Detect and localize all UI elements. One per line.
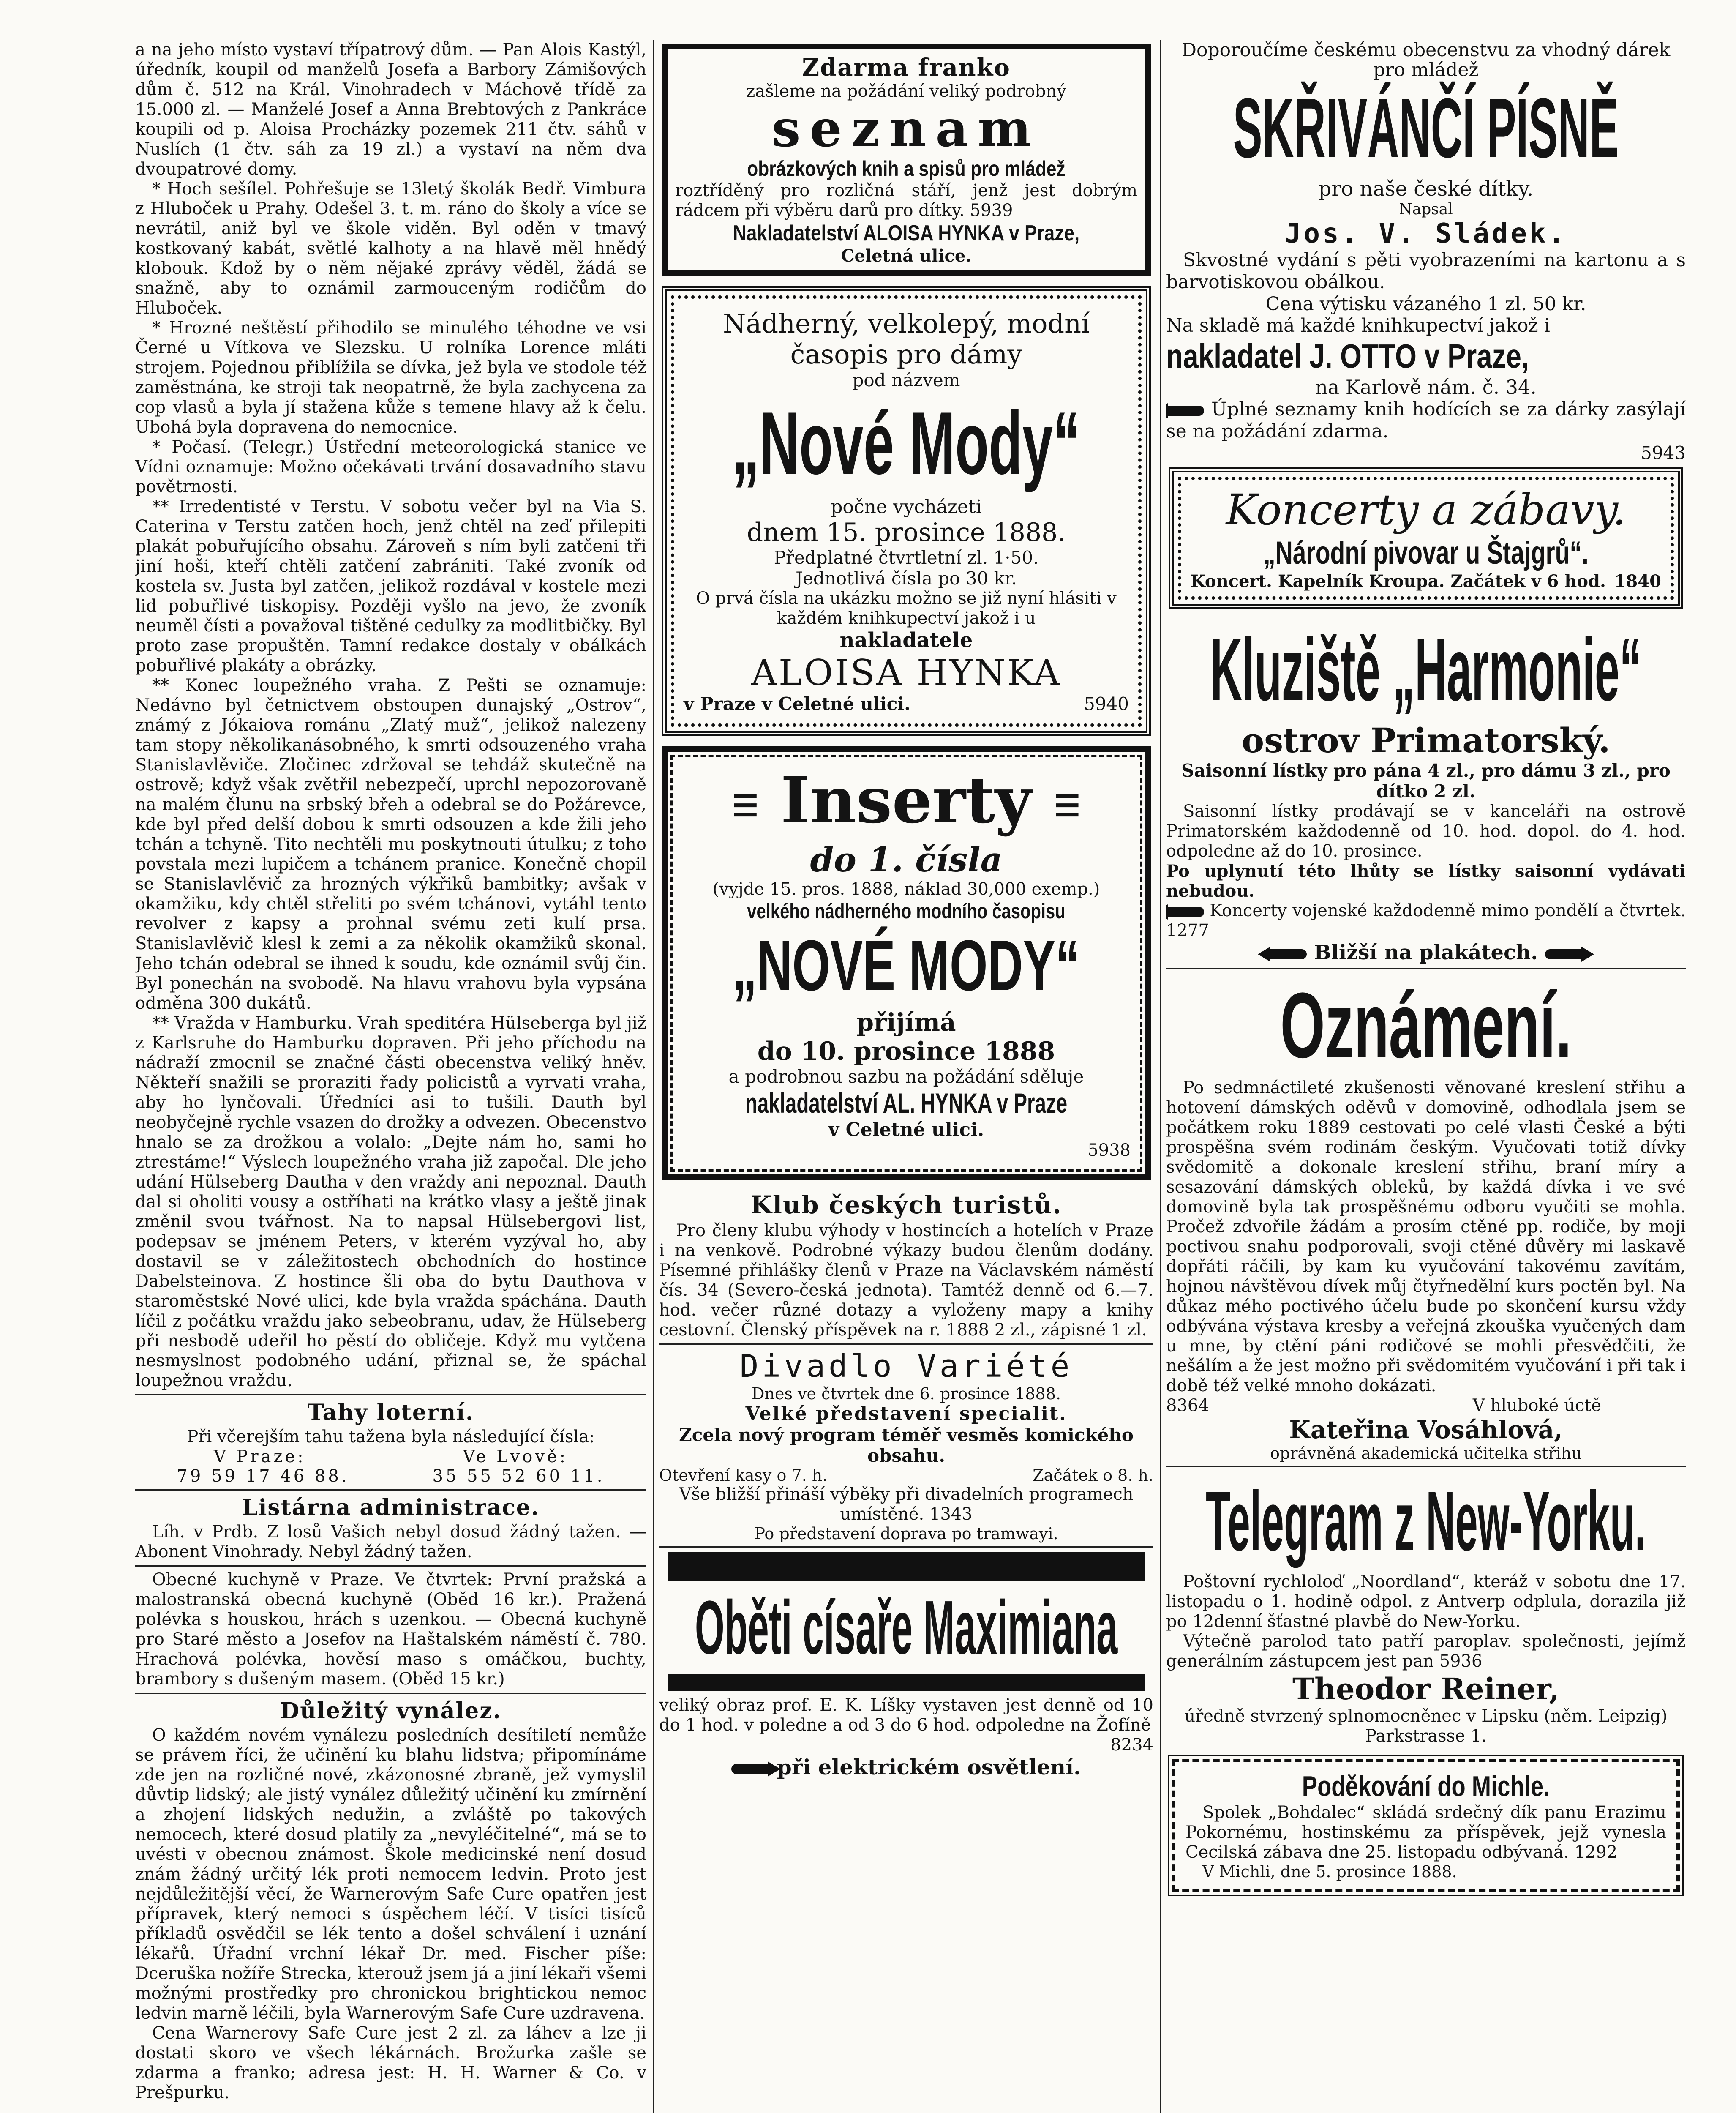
ad-date: do 10. prosince 1888	[757, 1037, 1055, 1067]
rec-line: Napsal	[1399, 201, 1453, 218]
ad-publisher: nakladatelství AL. HYNKA v Praze	[745, 1087, 1068, 1119]
variete-times	[659, 1466, 1153, 1485]
oznameni-title: Oznámení.	[1280, 973, 1572, 1077]
ad-magazine-title: „NOVÉ MODY“	[732, 925, 1080, 1006]
rec-line: Skvostné vydání s pěti vyobrazeními na kartonu a s barvotiskovou obálkou.	[1166, 249, 1686, 293]
ad-footer	[684, 693, 1129, 714]
oznameni-footer	[1166, 1396, 1686, 1415]
decor-bars-icon: ☰	[1054, 788, 1081, 824]
invention-title: Důležitý vynález.	[280, 1698, 501, 1724]
ad-concerts	[1169, 467, 1683, 609]
kluziste-more-text: Bližší na plakátech.	[1314, 941, 1538, 964]
divider	[135, 1489, 646, 1491]
club-title: Klub českých turistů.	[750, 1190, 1062, 1220]
divider	[659, 1546, 1153, 1548]
ad-number: 5940	[1084, 693, 1129, 714]
lottery-city: V Praze:	[213, 1447, 306, 1466]
kitchen-text: Obecné kuchyně v Praze. Ve čtvrtek: První pražská a malostranská obecná kuchyně (Oběd 16 kr.). Pražená polévka s houskou, hrách s uzenkou. — Obecná kuchyně pro Staré město a Josefov na Haštalském náměstí č. 780. Hrachová polévka, hověsí maso s omáčkou, buchty, brambory s dušeným masem. (Oběd 15 kr.)	[135, 1570, 646, 1689]
pointing-hand-icon	[1269, 949, 1307, 959]
rec-line: pro naše české dítky.	[1318, 177, 1534, 201]
ad-nove-mody	[662, 286, 1151, 736]
variete-title: Divadlo Variété	[739, 1348, 1073, 1385]
ad-place: v Praze v Celetné ulici.	[684, 693, 910, 714]
variete-line: Po představení doprava po tramwayi.	[754, 1524, 1058, 1543]
rec-line: Doporoučíme českému obecenstvu za vhodný dárek pro mládež	[1181, 40, 1671, 81]
kluziste-line	[1166, 901, 1686, 941]
admin-text: Líh. v Prdb. Z losů Vašich nebyl dosud žádný tažen. — Abonent Vinohrady. Nebyl žádný tažen.	[135, 1522, 646, 1562]
lottery-cities	[135, 1447, 646, 1466]
ad-line: pod názvem	[852, 370, 960, 390]
lottery-city: Ve Lvově:	[463, 1447, 568, 1466]
club-text: Pro členy klubu výhody v hostincích a hotelích v Praze i na venkově. Podrobné výkazy budou členům dodány. Písemné přihlášky členů v Praze na Václavském náměstí čís. 34 (Severo-česká jednota). Tamtéž denně od 6.—7. hod. večer různé dotazy a vyloženy mapy a knihy cestovní. Členský příspěvek na r. 1888 2 zl., zápisné 1 zl.	[659, 1221, 1153, 1340]
thanks-text-part: Spolek „Bohdalec“ skládá srdečný dík panu Erazimu Pokornému, hostinskému za příspěvek, jejž vynesla Cecilská zábava dne 25. listopadu odbývaná.	[1185, 1803, 1666, 1862]
oznameni-name: Kateřina Vosáhlová,	[1289, 1415, 1563, 1444]
ad-publisher: Nakladatelství ALOISA HYNKA v Praze,	[733, 221, 1080, 246]
ad-line: (vyjde 15. pros. 1888, náklad 30,000 exemp.)	[712, 879, 1100, 899]
ad-line: roztříděný pro rozličná stáří, jenž jest dobrým rádcem při výběru darů pro dítky. 5939	[675, 181, 1137, 220]
divider	[135, 1693, 646, 1694]
thanks-number: 1292	[1574, 1843, 1618, 1862]
telegram-line: úředně stvrzený splnomocněnec v Lipsku (něm. Leipzig) Parkstrasse 1.	[1184, 1706, 1668, 1746]
ad-price: Předplatné čtvrtletní zl. 1·50.	[774, 547, 1039, 568]
oznameni-role: oprávněná akademická učitelka střihu	[1270, 1444, 1582, 1463]
concert-venue: „Národní pivovar u Štajgrů“.	[1263, 535, 1589, 571]
ad-free-catalog	[662, 44, 1151, 276]
ad-title: Zdarma franko	[802, 54, 1011, 82]
ad-line: a podrobnou sazbu na požádání sděluje	[728, 1066, 1084, 1087]
ad-title-text: Inserty	[780, 763, 1032, 838]
lottery-number-set: 35 55 52 60 11.	[432, 1466, 605, 1486]
news-paragraph: ** Irredentisté v Terstu. V sobotu večer byl na Via S. Caterina v Terstu zatčen hoch, jenž chtěl na zeď přilepiti plakát pobuřujícího obsahu. Zároveň s ním byli zatčeni tři jiní hoši, kteří chtěli zatčení zabrániti. Také zvoník od kostela sv. Justa byl zatčen, jelikož rozdával v kostele mezi lid pobuřlivé tiskopisy. Později vyšlo na jevo, že zvoník neuměl čísti a považoval tištěné cedulky za modlitbičky. Byl proto zase propuštěn. Tamní redakce dostaly v obálkách pobuřlivé plakáty a obrázky.	[135, 497, 646, 675]
lottery-title: Tahy loterní.	[307, 1400, 474, 1425]
ad-magazine-title: „Nové Mody“	[732, 393, 1081, 493]
ad-note: O prvá čísla na ukázku možno se již nyní hlásiti v každém knihkupectví jakož i u	[696, 589, 1117, 628]
invention-tail: Cena Warnerovy Safe Cure jest 2 zl. za láhev a lze ji dostati skoro ve všech lékárnách. Brožurka zašle se zdarma a franko; adresa jest: H. H. Warner & Co. v Prešpurku.	[135, 2023, 646, 2102]
ad-line: časopis pro dámy	[790, 339, 1022, 370]
kluziste-line-text: Koncerty vojenské každodenně mimo pondělí a čtvrtek.	[1210, 901, 1686, 920]
column-news	[135, 40, 646, 2113]
divider	[1166, 968, 1686, 969]
news-paragraph: ** Vražda v Hamburku. Vrah speditéra Hülseberga byl již z Karlsruhe do Hamburku dopraven. Při jeho příchodu na nádraží zmocnil se značné části obecenstva veliký hněv. Někteří snažili se proraziti řady policistů a vyrvati vraha, aby ho lynčovali. Úředníci asi to tušili. Dauth byl neobyčejně rychle vsazen do drožky a odvezen. Obecenstvo hnalo se za drožkou a volalo: „Dejte nám ho, sami ho ztrestáme!“ Výslech loupežného vraha již započal. Dle jeho udání Hülseberg Dautha v den vraždy ani nepoznal. Dauth dal si oholiti vousy a ostříhati na krátko vlasy a ještě jinak změnil svou tvářnost. Na to napsal Hülsebergovi list, podepsav se jménem Peters, v kterém vyzýval ho, aby dostavil se v záležitostech obchodních do hostince Dabelsteinova. Z hostince šli oba do bytu Dauthova v staroměstské Nové ulici, kde byla vražda spáchána. Dauth líčil z počátku vraždu jako sebeobranu, udav, že Hülseberg při nesbodě udeřil ho pěstí do obličeje. Když mu vytčena nesmyslnost podobného udání, přiznal se, že spáchal loupežnou vraždu.	[135, 1013, 646, 1390]
news-paragraph: * Počasí. (Telegr.) Ústřední meteorologická stanice ve Vídni oznamuje: Možno očekávati trvání dosavadního stavu povětrnosti.	[135, 437, 646, 497]
concert-number: 1840	[1614, 571, 1661, 591]
telegram-text	[1166, 1632, 1686, 1671]
column-rule-right	[1160, 40, 1161, 2113]
variete-line: Dnes ve čtvrtek dne 6. prosince 1888.	[752, 1384, 1061, 1403]
rec-price: Cena výtisku vázaného 1 zl. 50 kr.	[1265, 293, 1586, 315]
maximilian-text: veliký obraz prof. E. K. Líšky vystaven jest denně od 10 do 1 hod. v poledne a od 3 do 6 hod. odpoledne na Žofíně	[659, 1695, 1153, 1735]
variete-open: Otevření kasy o 7. h.	[659, 1466, 828, 1485]
kluziste-line: Po uplynutí této lhůty se lístky saisonní vydávati nebudou.	[1166, 861, 1686, 901]
decor-bars-icon: ☰	[732, 788, 759, 824]
divider	[659, 1343, 1153, 1345]
invention-text: O každém novém vynálezu posledních desítiletí nemůže se právem říci, že učinění ku blahu lidstva; připomínáme zde jen na rozličné nové, zkázonosné zbraně, jež vymyslil důvtip lidský; ale jistý vynález důležitý učinění ku zmírnění a zhojení lidských nedužin, a zvláště po takových nemocech, které dosud platily za „nevyléčitelné“, má se to uvésti v obecnou známost. Škole medicinské není dosud znám žádný určitý lék proti nemocem ledvin. Proto jest nejdůležitější věcí, že Warnerovým Safe Cure opatřen jest přípravek, který nemoci s úspěchem léčí. V tisíci tisíců příkladů osvědčil se lék tento a došel schválení i uznání lékařů. Úřadní vrchní lékař Dr. med. Fischer píše: Dceruška nožíře Strecka, kterouž jsem já a jiní lékaři všemi možnými prostředky pro chronickou brightickou nemoc ledvin marně léčili, byla Warnerovým Safe Cure uzdravena.	[135, 1725, 646, 2023]
divider	[135, 1565, 646, 1567]
divider	[1166, 1466, 1686, 1467]
divider	[135, 1394, 646, 1395]
pointing-hand-icon	[731, 1764, 769, 1774]
ad-price: Jednotlivá čísla po 30 kr.	[796, 568, 1017, 589]
ad-number: 5938	[1087, 1141, 1131, 1160]
variete-line: Velké představení specialit.	[745, 1403, 1067, 1425]
rec-author: Jos. V. Sládek.	[1285, 218, 1567, 249]
ad-publisher: ALOISA HYNKA	[751, 652, 1061, 693]
kluziste-title: Kluziště „Harmonie“	[1210, 620, 1642, 719]
ad-subtitle: do 1. čísla	[810, 840, 1003, 880]
telegram-title: Telegram z New-Yorku.	[1205, 1474, 1646, 1568]
ad-date: dnem 15. prosince 1888.	[747, 518, 1066, 547]
lottery-intro: Při včerejším tahu tažena byla následující čísla:	[187, 1427, 595, 1447]
decor-band	[668, 1552, 1145, 1581]
maximilian-light-text: při elektrickém osvětlení.	[777, 1755, 1081, 1780]
variete-line: Zcela nový program téměř vesměs komického obsahu.	[679, 1425, 1134, 1466]
ad-line: velkého nádherného modního časopisu	[747, 899, 1066, 923]
decor-band	[668, 1674, 1145, 1691]
admin-title: Listárna administrace.	[242, 1495, 540, 1521]
kluziste-line: Saisonní lístky prodávají se v kanceláři na ostrově Primatorském každodenně od 10. hod. dopol. do 4. hod. odpoledne až do 10. prosince.	[1166, 802, 1686, 861]
rec-line	[1166, 399, 1686, 442]
maximilian-light	[659, 1755, 1153, 1780]
maximilian-number: 8234	[1110, 1735, 1153, 1755]
lottery-numbers	[135, 1466, 646, 1486]
thanks-title: Poděkování do Michle.	[1302, 1770, 1550, 1802]
news-paragraph: * Hrozné neštěstí přihodilo se minulého téhodne ve vsi Černé u Vítkova ve Slezsku. U rolníka Lorence mláti strojem. Pojednou přiblížila se dívka, jež byla ve stodole též zaměstnána, ke stroji tak neopatrně, že byla zachycena za cop vlasů a byla jí stažena kůže s temene hlavy až k čelu. Ubohá byla dopravena do nemocnice.	[135, 318, 646, 437]
ad-line: obrázkových knih a spisů pro mládež	[747, 157, 1066, 180]
telegram-text-part: Výtečně parolod tato patří paroplav. společnosti, jejímž generálním zástupcem jest pan	[1166, 1632, 1686, 1671]
concert-title: Koncerty a zábavy.	[1226, 485, 1626, 535]
news-paragraph: * Hoch sešílel. Pohřešuje se 13letý školák Bedř. Vimbura z Hluboček u Prahy. Odešel 3. t. m. ráno do školy a více se nevrátil, aniž byl ve škole viděn. Byl oděn v tmavý kostkovaný kabát, světlé kalhoty a na hlavě měl hnědý klobouk. Kdož by o něm nějaké zprávy věděl, žádá se snažně, aby to oznámil zarmouceným rodičům do Hluboček.	[135, 179, 646, 318]
ad-title	[682, 763, 1131, 840]
column-rule-left	[653, 40, 654, 2113]
oznameni-text: Po sedmnáctileté zkušenosti věnované kreslení střihu a hotovení dámských oděvů v domovině, odhodlala jsem se počátkem roku 1889 cestovati po celé vlasti České a býti prospěšna svém rodinám českým. Vyučovati totiž dívky svědomitě a dokonale kreslení střihu, braní míry a sesazování dámských obleků, by každá dívka i ve své domovině byla tak prospěšnému odboru vyučiti se mohla. Pročež zdvořile žádám a prosím ctěné pp. rodiče, by moji poctivou snahu podporovali, svoji ctěné důvěry mi laskavě dopřáti ráčili, by kam ku vyučování takovému zavítám, hojnou návštěvou dívek můj čtyřnedělní kurs poctěn byl. Na důkaz mého poctivého účelu bude po skončení kursu vždy odbývána výstava kresby a veřejná zkouška vyučených dam u mne, by ctění páni rodičové se mohli přesvědčiti, že nešálím a že jest možno při svědomitém vyučování i při tak i době též velké mnoho dokázati.	[1166, 1078, 1686, 1395]
kluziste-subtitle: ostrov Primatorský.	[1241, 721, 1611, 760]
news-paragraph: a na jeho místo vystaví třípatrový dům. — Pan Alois Kastýl, úředník, koupil od manželů Josefa a Barbory Zámišových dům č. 512 na Král. Vinohradech v Máchově třídě za 15.000 zl. — Manželé Josef a Anna Brebtových z Pankráce koupili od p. Aloisa Procházky pozemek 211 čtv. sáhů v Nuslích (1 čtv. sáh za 19 zl.) a vystaví na něm dva dvoupatrové domy.	[135, 40, 646, 179]
rec-publisher: nakladatel J. OTTO v Praze,	[1166, 337, 1529, 375]
telegram-number: 5936	[1439, 1652, 1483, 1671]
lottery-number-set: 79 59 17 46 88.	[177, 1466, 349, 1486]
pointing-hand-icon	[1545, 949, 1583, 959]
ad-line: přijímá	[856, 1008, 956, 1037]
rec-book-title: SKŘIVÁNČÍ PÍSNĚ	[1233, 81, 1619, 175]
variete-start: Začátek o 8. h.	[1033, 1466, 1153, 1485]
concert-footer	[1191, 571, 1661, 591]
ad-line: zašleme na požádání veliký podrobný	[746, 82, 1066, 101]
rec-line: Na skladě má každé knihkupectví jakož i	[1166, 315, 1550, 336]
concert-line: Koncert. Kapelník Kroupa. Začátek v 6 hod.	[1191, 571, 1606, 591]
variete-line: Vše bližší přináší výběky při divadelních programech umístěné. 1343	[679, 1485, 1134, 1524]
column-ads-right	[1166, 40, 1686, 2113]
telegram-text: Poštovní rychloloď „Noordland“, kteráž v sobotu dne 17. listopadu o 1. hodině odpol. z Antverp odplula, dorazila již po 12denní šťastné plavbě do New-Yorku.	[1166, 1572, 1686, 1631]
kluziste-line: Saisonní lístky pro pána 4 zl., pro dámu 3 zl., pro dítko 2 zl.	[1181, 760, 1671, 802]
rec-line-text: Úplné seznamy knih hodících se za dárky zasýlají se na požádání zdarma.	[1166, 399, 1686, 442]
ad-street: v Celetné ulici.	[828, 1119, 984, 1141]
thanks-sign: V Michli, dne 5. prosince 1888.	[1202, 1862, 1457, 1881]
ad-thanks	[1172, 1759, 1680, 1892]
pointing-hand-icon	[1166, 907, 1204, 917]
rec-address: na Karlově nám. č. 34.	[1315, 376, 1537, 399]
ad-street: Celetná ulice.	[841, 246, 972, 266]
column-ads-middle	[659, 40, 1153, 2113]
pointing-hand-icon	[1166, 406, 1204, 416]
ad-line: nakladatele	[839, 628, 973, 652]
rec-number: 5943	[1641, 442, 1686, 463]
ad-line: počne vycházeti	[831, 496, 982, 518]
thanks-text	[1185, 1803, 1666, 1862]
ad-catalog-word: seznam	[771, 99, 1041, 158]
oznameni-greeting: V hluboké úctě	[1472, 1396, 1601, 1415]
kluziste-more	[1166, 941, 1686, 964]
news-paragraph: ** Konec loupežného vraha. Z Pešti se oznamuje: Nedávno byl četnictvem obstoupen dunajský „Ostrov“, známý z Jókaiova románu „Zlatý muž“, jelikož nalezeny tam stopy několikanásobného, k smrti odsouzeného vraha Stanislavlěviče. Zločinec zdržoval se tehdáž skutečně na ostrově; když však zvětřil nebezpečí, uprchl nepozorovaně na malém člunu na srbský břeh a odebral se do Požárevce, kde byl před delší dobou k smrti odsouzen a kde žili jeho tchán a tchyně. Tito nechtěli mu poskytnouti útulku; z toho povstala mezi lupičem a tchánem pranice. Konečně chopil se Stanislavlěvič za hrozných výkřiků bambitky; avšak v okamžiku, kdy chtěl střeliti po svém tchánovi, vytáhl tento revolver z kapsy a prohnal svému zeti kulí prsa. Stanislavlěvič klesl k zemi a za několik okamžiků skonal. Jeho tchán odebral se ihned k soudu, kde oznámil svůj čin. Byl ponechán na svobodě. Na hlavu vrahovu byla vypsána odměna 300 dukátů.	[135, 676, 646, 1013]
ad-line: Nádherný, velkolepý, modní	[723, 308, 1090, 339]
kluziste-number: 1277	[1166, 921, 1209, 940]
telegram-name: Theodor Reiner,	[1292, 1671, 1559, 1706]
ad-inserty	[662, 746, 1151, 1180]
oznameni-number: 8364	[1166, 1396, 1209, 1415]
maximilian-title: Oběti císaře Maximiana	[695, 1585, 1118, 1671]
